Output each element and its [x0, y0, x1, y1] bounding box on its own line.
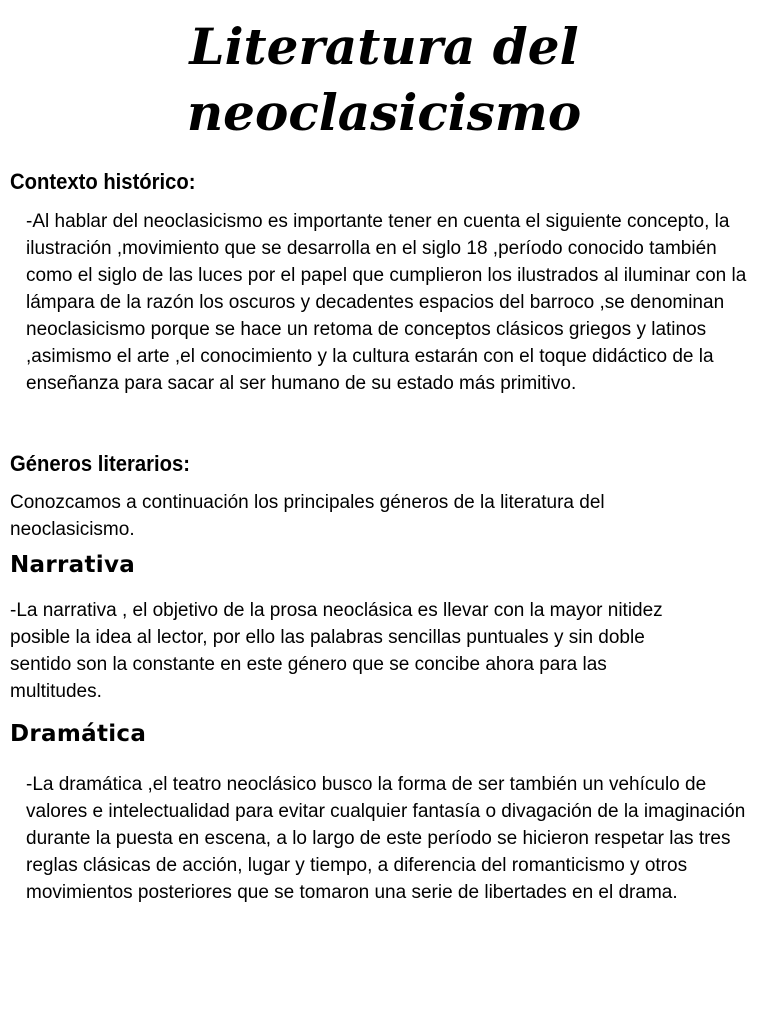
page-title [0, 14, 768, 146]
narrativa-paragraph: -La narrativa , el objetivo de la prosa neoclásica es llevar con la mayor nitidez posible la idea al lector, por ello las palabras sencillas puntuales y sin doble sentido son la constante en este género que se concibe ahora para las multitudes. [10, 600, 663, 702]
contexto-heading: Contexto histórico: [10, 169, 196, 194]
page-title-line-1: Literatura del [189, 17, 579, 76]
narrativa-heading: Narrativa [10, 552, 136, 578]
generos-intro-paragraph: Conozcamos a continuación los principales géneros de la literatura del neoclasicismo. [10, 492, 605, 540]
dramatica-heading: Dramática [10, 721, 147, 747]
generos-heading: Géneros literarios: [10, 451, 190, 476]
contexto-paragraph: -Al hablar del neoclasicismo es importante tener en cuenta el siguiente concepto, la ilustración ,movimiento que se desarrolla en el siglo 18 ,período conocido también como el siglo de las luces por el papel que cumplieron los ilustrados al iluminar con la lámpara de la razón los oscuros y decadentes espacios del barroco ,se denominan neoclasicismo porque se hace un retoma de conceptos clásicos griegos y latinos ,asimismo el arte ,el conocimiento y la cultura estarán con el toque didáctico de la enseñanza para sacar al ser humano de su estado más primitivo. [26, 211, 747, 394]
dramatica-paragraph: -La dramática ,el teatro neoclásico busco la forma de ser también un vehículo de valores e intelectualidad para evitar cualquier fantasía o divagación de la imaginación durante la puesta en escena, a lo largo de este período se hicieron respetar las tres reglas clásicas de acción, lugar y tiempo, a diferencia del romanticismo y otros movimientos posteriores que se tomaron una serie de libertades en el drama. [26, 774, 746, 903]
page-title-line-2: neoclasicismo [186, 83, 582, 142]
